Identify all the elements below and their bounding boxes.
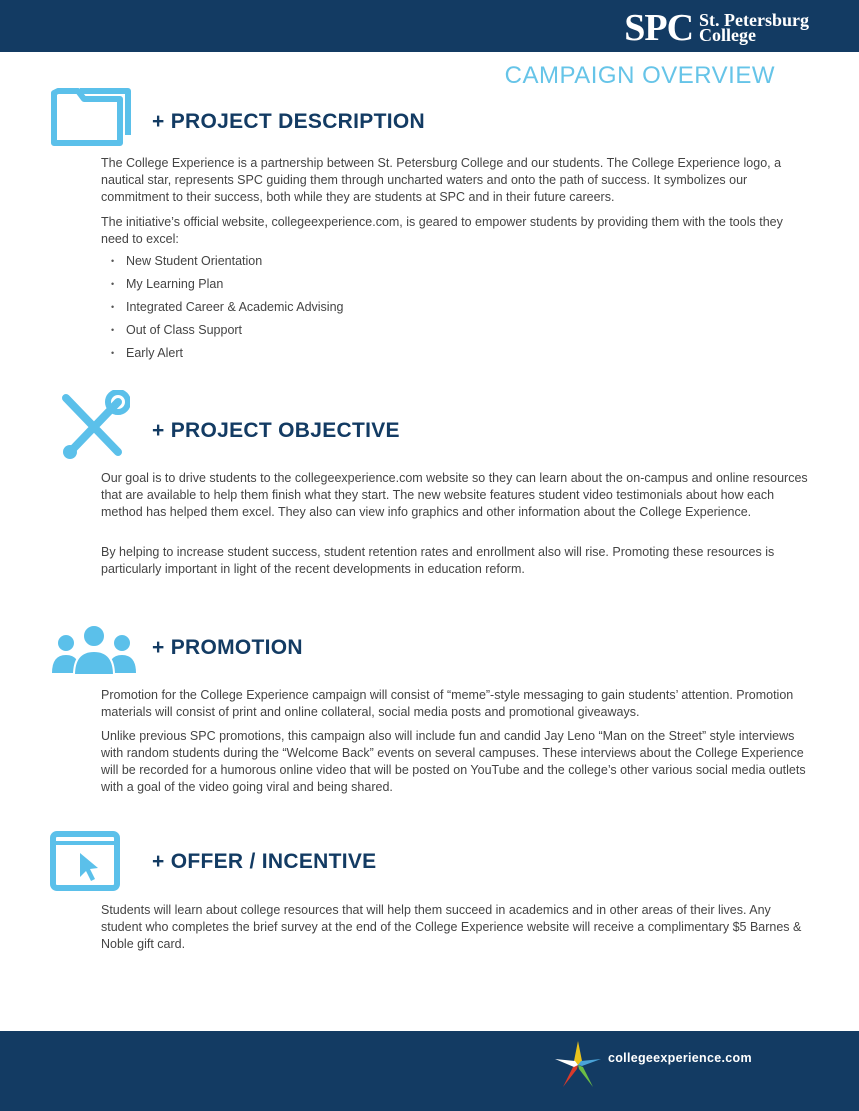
list-item: • Integrated Career & Academic Advising [111, 299, 343, 322]
section-heading-offer: + OFFER / INCENTIVE [152, 850, 377, 873]
logo-mark: SPC [624, 7, 694, 49]
folder-icon [50, 85, 132, 152]
promotion-paragraph-1: Promotion for the College Experience campaign will consist of “meme”-style messaging to gain students’ attention. Promotion materials will consist of print and online collateral, social media posts and promotional giveaways. [101, 688, 794, 719]
logo-line1: St. Petersburg [699, 10, 809, 30]
list-item: • Early Alert [111, 345, 343, 368]
logo-name [699, 10, 809, 45]
offer-paragraph-1: Students will learn about college resources that will help them succeed in academics and in other areas of their lives. Any student who completes the brief survey at the end of the College Experience website will receive a complimentary $5 Barnes & Noble gift card. [101, 903, 802, 951]
tools-list [111, 253, 343, 368]
description-paragraph-2: The initiative’s official website, collegeexperience.com, is geared to empower students by providing them with the tools they need to excel: [101, 215, 783, 246]
list-item: • New Student Orientation [111, 253, 343, 276]
description-paragraph-1: The College Experience is a partnership between St. Petersburg College and our students. The College Experience logo, a nautical star, represents SPC guiding them through uncharted waters and onto the path of success. It symbolizes our commitment to their success, both while they are students at SPC and in their future careers. [101, 156, 782, 204]
objective-paragraph-1: Our goal is to drive students to the collegeexperience.com website so they can learn about the on-campus and online resources that are available to help them finish what they start. The new website features student video testimonials about how each method has helped them excel. They also can view info graphics and other information about the College Experience. [101, 471, 808, 519]
footer-url-link[interactable]: collegeexperience.com [608, 1051, 752, 1065]
section-heading-description: + PROJECT DESCRIPTION [152, 110, 425, 133]
section-heading-objective: + PROJECT OBJECTIVE [152, 419, 400, 442]
tools-icon [58, 390, 130, 467]
list-item: • Out of Class Support [111, 322, 343, 345]
logo-line2: College [699, 25, 756, 45]
footer-bar [0, 1031, 859, 1111]
nautical-star-icon [553, 1039, 603, 1096]
browser-cursor-icon [50, 831, 120, 896]
header-bar [0, 0, 859, 52]
objective-paragraph-2: By helping to increase student success, student retention rates and enrollment also will rise. Promoting these resources is particularly important in light of the recent developments in education reform. [101, 545, 775, 576]
people-icon [50, 623, 138, 680]
section-heading-promotion: + PROMOTION [152, 636, 303, 659]
spc-logo[interactable] [624, 7, 809, 49]
list-item: • My Learning Plan [111, 276, 343, 299]
page-title: CAMPAIGN OVERVIEW [504, 62, 775, 89]
promotion-paragraph-2: Unlike previous SPC promotions, this campaign also will include fun and candid Jay Leno “Man on the Street” style interviews with random students during the “Welcome Back” events on several campuses. These interviews about the College Experience will be recorded for a humorous online video that will be posted on YouTube and the college’s other various social media outlets with a goal of the video going viral and being shared. [101, 729, 806, 794]
